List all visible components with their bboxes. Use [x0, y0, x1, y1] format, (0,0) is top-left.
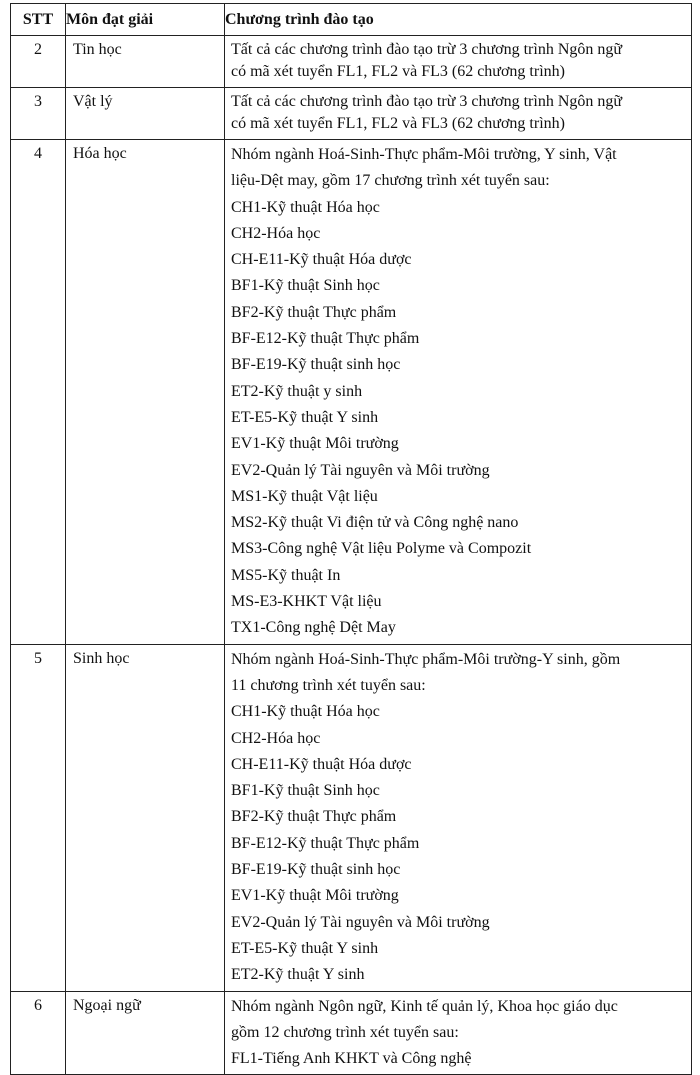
- program-line: BF1-Kỹ thuật Sinh học: [231, 277, 380, 295]
- program-line: BF-E12-Kỹ thuật Thực phẩm: [231, 834, 420, 852]
- row-subject: Vật lý: [66, 88, 225, 140]
- program-line: Tất cả các chương trình đào tạo trừ 3 chương trình Ngôn ngữ: [231, 41, 623, 58]
- row-programs: [225, 36, 692, 88]
- program-line: ET2-Kỹ thuật y sinh: [231, 382, 363, 400]
- program-line: MS2-Kỹ thuật Vi điện tử và Công nghệ nano: [231, 514, 519, 532]
- program-line: CH-E11-Kỹ thuật Hóa dược: [231, 755, 412, 773]
- table-header-row: [11, 4, 692, 36]
- program-line: EV1-Kỹ thuật Môi trường: [231, 435, 399, 453]
- program-line: CH2-Hóa học: [231, 729, 321, 747]
- program-line: ET-E5-Kỹ thuật Y sinh: [231, 408, 379, 426]
- row-subject: Tin học: [66, 36, 225, 88]
- row-stt: 6: [11, 991, 66, 1075]
- program-line: EV2-Quản lý Tài nguyên và Môi trường: [231, 461, 490, 479]
- program-line: EV2-Quản lý Tài nguyên và Môi trường: [231, 913, 490, 931]
- table-row: [11, 36, 692, 88]
- row-subject: Sinh học: [66, 644, 225, 991]
- row-programs: [225, 140, 692, 645]
- program-line: CH-E11-Kỹ thuật Hóa dược: [231, 251, 412, 269]
- program-line: có mã xét tuyển FL1, FL2 và FL3 (62 chương trình): [231, 63, 565, 80]
- programs-table: [10, 3, 692, 1075]
- row-stt: 2: [11, 36, 66, 88]
- header-program: Chương trình đào tạo: [225, 4, 692, 36]
- row-programs: [225, 644, 692, 991]
- program-line: MS-E3-KHKT Vật liệu: [231, 593, 382, 611]
- program-line: BF1-Kỹ thuật Sinh học: [231, 782, 380, 800]
- program-line: BF2-Kỹ thuật Thực phẩm: [231, 303, 397, 321]
- row-programs: [225, 88, 692, 140]
- program-line: BF-E19-Kỹ thuật sinh học: [231, 356, 401, 374]
- program-line: CH2-Hóa học: [231, 224, 321, 242]
- program-line: MS3-Công nghệ Vật liệu Polyme và Compozit: [231, 540, 532, 558]
- program-line: FL1-Tiếng Anh KHKT và Công nghệ: [231, 1050, 472, 1068]
- program-line: 11 chương trình xét tuyển sau:: [231, 676, 426, 694]
- program-line: có mã xét tuyển FL1, FL2 và FL3 (62 chương trình): [231, 115, 565, 132]
- row-subject: Ngoại ngữ: [66, 991, 225, 1075]
- row-stt: 5: [11, 644, 66, 991]
- table-row: [11, 88, 692, 140]
- row-stt: 4: [11, 140, 66, 645]
- program-line: ET-E5-Kỹ thuật Y sinh: [231, 939, 379, 957]
- row-programs: [225, 991, 692, 1075]
- header-subject: Môn đạt giải: [66, 4, 225, 36]
- program-line: BF2-Kỹ thuật Thực phẩm: [231, 808, 397, 826]
- program-line: Nhóm ngành Hoá-Sinh-Thực phẩm-Môi trường-Y sinh, gồm: [231, 650, 621, 668]
- program-line: liệu-Dệt may, gồm 17 chương trình xét tuyển sau:: [231, 172, 550, 190]
- program-line: MS1-Kỹ thuật Vật liệu: [231, 487, 378, 505]
- table-row: [11, 644, 692, 991]
- header-stt: STT: [11, 4, 66, 36]
- program-line: gồm 12 chương trình xét tuyển sau:: [231, 1023, 459, 1041]
- row-stt: 3: [11, 88, 66, 140]
- program-line: CH1-Kỹ thuật Hóa học: [231, 703, 380, 721]
- program-line: TX1-Công nghệ Dệt May: [231, 619, 396, 637]
- program-line: EV1-Kỹ thuật Môi trường: [231, 887, 399, 905]
- program-line: ET2-Kỹ thuật Y sinh: [231, 966, 365, 984]
- row-subject: Hóa học: [66, 140, 225, 645]
- program-line: Nhóm ngành Ngôn ngữ, Kinh tế quản lý, Khoa học giáo dục: [231, 997, 618, 1015]
- program-line: BF-E19-Kỹ thuật sinh học: [231, 861, 401, 879]
- table-row: [11, 140, 692, 645]
- program-line: CH1-Kỹ thuật Hóa học: [231, 198, 380, 216]
- program-line: BF-E12-Kỹ thuật Thực phẩm: [231, 330, 420, 348]
- program-line: Nhóm ngành Hoá-Sinh-Thực phẩm-Môi trường, Y sinh, Vật: [231, 146, 617, 163]
- program-line: MS5-Kỹ thuật In: [231, 566, 341, 584]
- program-line: Tất cả các chương trình đào tạo trừ 3 chương trình Ngôn ngữ: [231, 93, 623, 110]
- table-row: [11, 991, 692, 1075]
